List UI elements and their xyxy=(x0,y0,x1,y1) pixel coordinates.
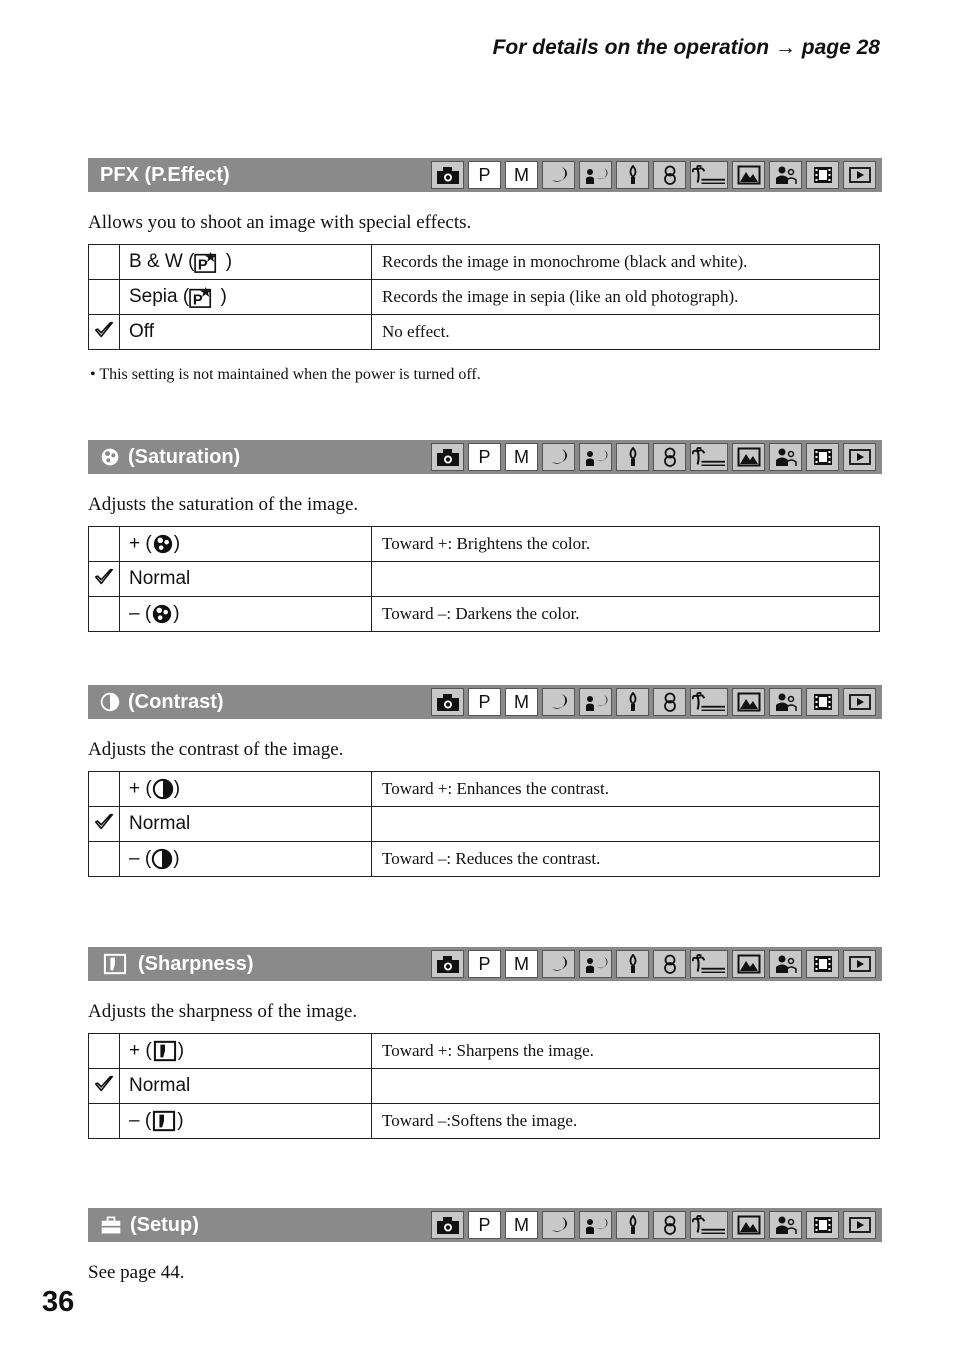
checkmark-icon xyxy=(93,811,115,833)
movie-icon xyxy=(806,443,839,471)
mode-m: M xyxy=(505,688,538,716)
option-description: Toward +: Sharpens the image. xyxy=(372,1034,880,1069)
section-sharpness xyxy=(88,947,882,1139)
section-title: PFX (P.Effect) xyxy=(100,164,230,186)
section-bar xyxy=(88,947,882,981)
table-row[interactable] xyxy=(89,245,880,280)
checkmark-icon xyxy=(93,1073,115,1095)
table-row[interactable] xyxy=(89,807,880,842)
option-description xyxy=(372,1069,880,1104)
mode-m: M xyxy=(505,161,538,189)
option-description: Records the image in monochrome (black and white). xyxy=(372,245,880,280)
beach-icon xyxy=(690,443,728,471)
mode-icons xyxy=(431,685,880,719)
sharpness-icon xyxy=(152,1040,178,1062)
soft-snap-icon xyxy=(653,950,686,978)
option-name: – ( ) xyxy=(120,597,372,632)
section-title: (Saturation) xyxy=(100,440,240,474)
check-cell xyxy=(89,1069,120,1104)
playback-icon xyxy=(843,688,876,716)
beach-icon xyxy=(690,688,728,716)
table-row[interactable] xyxy=(89,1104,880,1139)
table-row[interactable] xyxy=(89,562,880,597)
section-setup xyxy=(88,1208,882,1284)
table-row[interactable] xyxy=(89,772,880,807)
table-row[interactable] xyxy=(89,597,880,632)
twilight-portrait-icon xyxy=(579,161,612,189)
camera-icon xyxy=(431,443,464,471)
option-name: B & W ( ) xyxy=(120,245,372,280)
mode-p: P xyxy=(468,688,501,716)
high-sensitivity-icon xyxy=(769,161,802,189)
page-number: 36 xyxy=(42,1286,75,1318)
sharpness-icon xyxy=(151,1110,177,1132)
high-sensitivity-icon xyxy=(769,443,802,471)
candle-icon xyxy=(616,688,649,716)
landscape-icon xyxy=(732,161,765,189)
playback-icon xyxy=(843,443,876,471)
soft-snap-icon xyxy=(653,161,686,189)
sharpness-icon xyxy=(100,953,130,975)
beach-icon xyxy=(690,161,728,189)
high-sensitivity-icon xyxy=(769,950,802,978)
candle-icon xyxy=(616,1211,649,1239)
note-text: • This setting is not maintained when the power is turned off. xyxy=(90,366,481,383)
table-row[interactable] xyxy=(89,315,880,350)
option-description: Toward –:Softens the image. xyxy=(372,1104,880,1139)
contrast-icon xyxy=(100,692,120,712)
options-table xyxy=(88,1033,880,1139)
twilight-icon xyxy=(542,950,575,978)
check-cell xyxy=(89,280,120,315)
table-row[interactable] xyxy=(89,842,880,877)
soft-snap-icon xyxy=(653,443,686,471)
playback-icon xyxy=(843,1211,876,1239)
camera-icon xyxy=(431,161,464,189)
candle-icon xyxy=(616,950,649,978)
mode-p: P xyxy=(468,1211,501,1239)
option-name: + ( ) xyxy=(120,527,372,562)
option-description: Toward +: Enhances the contrast. xyxy=(372,772,880,807)
option-name: Normal xyxy=(120,807,372,842)
saturation-icon xyxy=(152,533,174,555)
section-title: (Sharpness) xyxy=(100,947,254,981)
check-cell xyxy=(89,807,120,842)
twilight-icon xyxy=(542,443,575,471)
table-row[interactable] xyxy=(89,280,880,315)
section-pfx xyxy=(88,158,882,384)
high-sensitivity-icon xyxy=(769,688,802,716)
toolbox-icon xyxy=(100,1215,122,1235)
pfx-bw-icon xyxy=(194,251,220,273)
check-cell xyxy=(89,772,120,807)
candle-icon xyxy=(616,161,649,189)
mode-p: P xyxy=(468,443,501,471)
landscape-icon xyxy=(732,688,765,716)
section-bar xyxy=(88,685,882,719)
section-contrast xyxy=(88,685,882,877)
movie-icon xyxy=(806,950,839,978)
section-description: See page 44. xyxy=(88,1262,185,1283)
table-row[interactable] xyxy=(89,1034,880,1069)
candle-icon xyxy=(616,443,649,471)
contrast-icon xyxy=(151,848,173,870)
mode-icons xyxy=(431,158,880,192)
mode-m: M xyxy=(505,950,538,978)
section-saturation xyxy=(88,440,882,632)
option-name: – ( ) xyxy=(120,1104,372,1139)
soft-snap-icon xyxy=(653,1211,686,1239)
landscape-icon xyxy=(732,443,765,471)
section-description: Allows you to shoot an image with special effects. xyxy=(88,212,472,233)
mode-icons xyxy=(431,947,880,981)
movie-icon xyxy=(806,161,839,189)
pfx-sepia-icon xyxy=(189,286,215,308)
option-name: Normal xyxy=(120,1069,372,1104)
playback-icon xyxy=(843,950,876,978)
twilight-portrait-icon xyxy=(579,688,612,716)
camera-icon xyxy=(431,1211,464,1239)
saturation-icon xyxy=(151,603,173,625)
beach-icon xyxy=(690,1211,728,1239)
option-name: + ( ) xyxy=(120,772,372,807)
option-description: No effect. xyxy=(372,315,880,350)
high-sensitivity-icon xyxy=(769,1211,802,1239)
options-table xyxy=(88,771,880,877)
option-description: Records the image in sepia (like an old photograph). xyxy=(372,280,880,315)
options-table xyxy=(88,526,880,632)
check-cell xyxy=(89,245,120,280)
soft-snap-icon xyxy=(653,688,686,716)
check-cell xyxy=(89,1034,120,1069)
option-description: Toward –: Darkens the color. xyxy=(372,597,880,632)
mode-p: P xyxy=(468,950,501,978)
check-cell xyxy=(89,597,120,632)
mode-p: P xyxy=(468,161,501,189)
section-description: Adjusts the contrast of the image. xyxy=(88,739,344,760)
section-title: (Setup) xyxy=(100,1208,199,1242)
mode-m: M xyxy=(505,443,538,471)
contrast-icon xyxy=(152,778,174,800)
camera-icon xyxy=(431,688,464,716)
checkmark-icon xyxy=(93,566,115,588)
twilight-icon xyxy=(542,1211,575,1239)
option-name: Off xyxy=(120,315,372,350)
movie-icon xyxy=(806,1211,839,1239)
twilight-portrait-icon xyxy=(579,1211,612,1239)
option-name: – ( ) xyxy=(120,842,372,877)
section-description: Adjusts the saturation of the image. xyxy=(88,494,359,515)
option-name: + ( ) xyxy=(120,1034,372,1069)
checkmark-icon xyxy=(93,319,115,341)
check-cell xyxy=(89,842,120,877)
saturation-icon xyxy=(100,447,120,467)
option-description xyxy=(372,807,880,842)
section-title: (Contrast) xyxy=(100,685,224,719)
beach-icon xyxy=(690,950,728,978)
camera-icon xyxy=(431,950,464,978)
twilight-icon xyxy=(542,688,575,716)
twilight-portrait-icon xyxy=(579,950,612,978)
mode-m: M xyxy=(505,1211,538,1239)
section-description: Adjusts the sharpness of the image. xyxy=(88,1001,358,1022)
table-row[interactable] xyxy=(89,527,880,562)
option-name: Normal xyxy=(120,562,372,597)
option-description: Toward –: Reduces the contrast. xyxy=(372,842,880,877)
section-bar xyxy=(88,1208,882,1242)
check-cell xyxy=(89,315,120,350)
section-bar xyxy=(88,158,882,192)
option-name: Sepia ( ) xyxy=(120,280,372,315)
twilight-icon xyxy=(542,161,575,189)
landscape-icon xyxy=(732,1211,765,1239)
twilight-portrait-icon xyxy=(579,443,612,471)
playback-icon xyxy=(843,161,876,189)
option-description xyxy=(372,562,880,597)
mode-icons xyxy=(431,1208,880,1242)
landscape-icon xyxy=(732,950,765,978)
check-cell xyxy=(89,1104,120,1139)
mode-icons xyxy=(431,440,880,474)
check-cell xyxy=(89,527,120,562)
option-description: Toward +: Brightens the color. xyxy=(372,527,880,562)
movie-icon xyxy=(806,688,839,716)
options-table xyxy=(88,244,880,350)
page-header: For details on the operation → page 28 xyxy=(492,36,880,59)
section-bar xyxy=(88,440,882,474)
check-cell xyxy=(89,562,120,597)
table-row[interactable] xyxy=(89,1069,880,1104)
